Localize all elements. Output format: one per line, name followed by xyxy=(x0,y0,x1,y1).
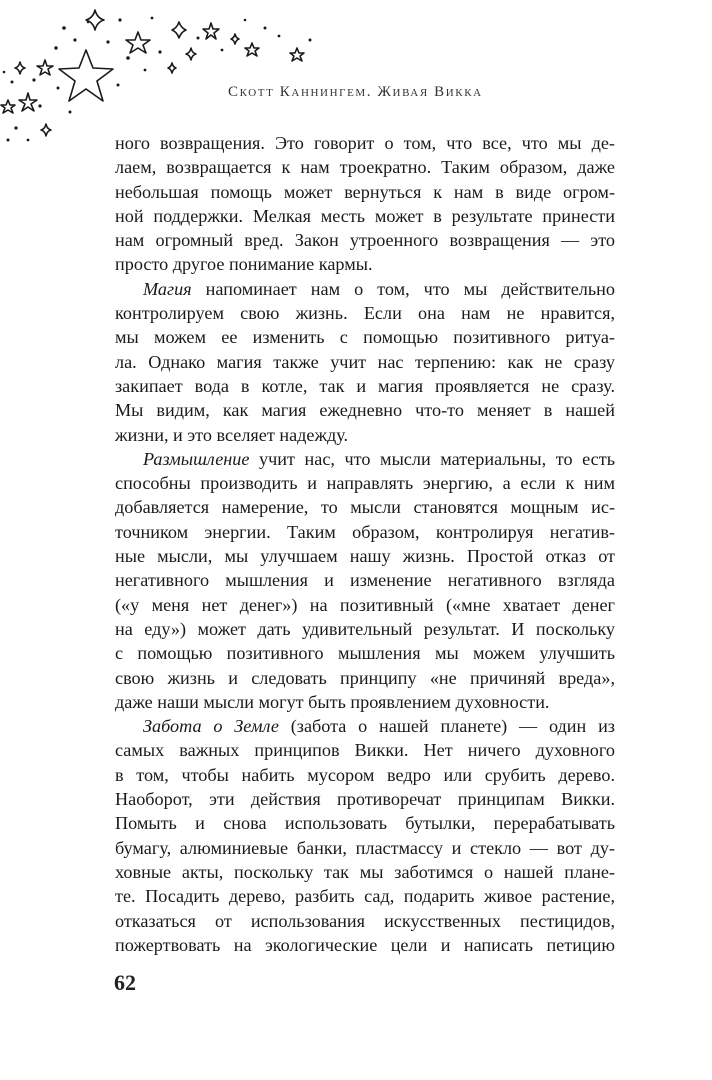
paragraph-4 xyxy=(115,714,615,957)
text-line: ные мысли, мы улучшаем нашу жизнь. Простой отказ от xyxy=(115,546,615,567)
text-line: ла. Однако магия также учит нас терпению: как не сразу xyxy=(115,351,615,372)
text-line: даже наши мысли могут быть проявлением духовности. xyxy=(115,691,550,712)
text-line: добавляется намерение, то мысли становятся мощным ис- xyxy=(115,497,615,518)
text-line: с помощью позитивного мышления мы можем улучшить xyxy=(115,643,615,664)
text-line: Наоборот, эти действия противоречат принципам Викки. xyxy=(115,789,615,810)
sparkle-icon xyxy=(231,34,239,44)
text-line: ховные акты, поскольку так мы заботимся о нашей плане- xyxy=(115,861,615,882)
paragraph-3 xyxy=(115,447,615,714)
text-line: просто другое понимание кармы. xyxy=(115,254,373,275)
text-line: пожертвовать на экологические цели и написать петицию xyxy=(115,934,615,955)
text-line: отказаться от использования искусственных пестицидов, xyxy=(115,910,615,931)
running-head: Скотт Каннингем. Живая Викка xyxy=(228,84,483,100)
sparkle-icon xyxy=(15,62,25,74)
paragraph-2 xyxy=(115,277,615,447)
sparkle-icon xyxy=(86,10,104,30)
star-icon xyxy=(19,93,37,111)
page-number: 62 xyxy=(114,970,136,995)
text-line: негативного мышления и изменение негативного взгляда xyxy=(115,570,615,591)
body-text xyxy=(115,131,615,957)
decorative-stars-ornament xyxy=(0,0,712,150)
text-line: Магия напоминает нам о том, что мы действительно xyxy=(143,278,615,299)
italic-term: Забота о Земле xyxy=(143,716,279,737)
star-icon xyxy=(203,23,219,39)
text-line: Размышление учит нас, что мысли материальны, то есть xyxy=(143,448,615,469)
sparkle-icon xyxy=(172,22,186,38)
text-line: способны производить и направлять энергию, а если к ним xyxy=(115,473,615,494)
text-line: («у меня нет денег») на позитивный («мне хватает денег xyxy=(115,594,615,615)
star-icon xyxy=(126,32,150,53)
text-line: лаем, возвращается к нам троекратно. Таким образом, даже xyxy=(115,157,615,178)
sparkle-icon xyxy=(41,124,51,136)
star-icon xyxy=(245,43,259,56)
text-line: Помыть и снова использовать бутылки, перерабатывать xyxy=(115,813,615,834)
text-line: Мы видим, как магия ежедневно что-то меняет в нашей xyxy=(115,400,615,421)
italic-term: Размышление xyxy=(143,448,250,469)
text-line: точником энергии. Таким образом, контролируя негатив- xyxy=(115,521,615,542)
text-line: ной поддержки. Мелкая месть может в результате принести xyxy=(115,205,615,226)
text-line: самых важных принципов Викки. Нет ничего духовного xyxy=(115,740,615,761)
text-line: мы можем ее изменить с помощью позитивного ритуа- xyxy=(115,327,615,348)
text-line: те. Посадить дерево, разбить сад, подарить живое растение, xyxy=(115,886,615,907)
text-line: закипает вода в котле, так и магия проявляется не сразу. xyxy=(115,375,615,396)
star-icon xyxy=(1,100,15,113)
sparkle-icon xyxy=(168,63,176,73)
text-line: свою жизнь и следовать принципу «не причиняй вреда», xyxy=(115,667,615,688)
italic-term: Магия xyxy=(143,278,192,299)
text-line: нам огромный вред. Закон утроенного возвращения — это xyxy=(115,230,615,251)
text-line: жизни, и это вселяет надежду. xyxy=(115,424,349,445)
text-line: на еду») может дать удивительный результат. И поскольку xyxy=(115,618,615,639)
large-star-icon xyxy=(59,50,113,101)
text-line: небольшая помощь может вернуться к нам в виде огром- xyxy=(115,181,615,202)
text-line: в том, чтобы набить мусором ведро или срубить дерево. xyxy=(115,764,615,785)
text-line: бумагу, алюминиевые банки, пластмассу и стекло — вот ду- xyxy=(115,837,615,858)
star-icon xyxy=(290,48,304,61)
text-line: контролируем свою жизнь. Если она нам не нравится, xyxy=(115,303,615,324)
paragraph-1 xyxy=(115,131,615,277)
text-line: ного возвращения. Это говорит о том, что все, что мы де- xyxy=(115,133,615,153)
text-line: Забота о Земле (забота о нашей планете) — один из xyxy=(143,716,615,737)
star-icon xyxy=(37,60,53,75)
sparkle-icon xyxy=(186,48,196,60)
